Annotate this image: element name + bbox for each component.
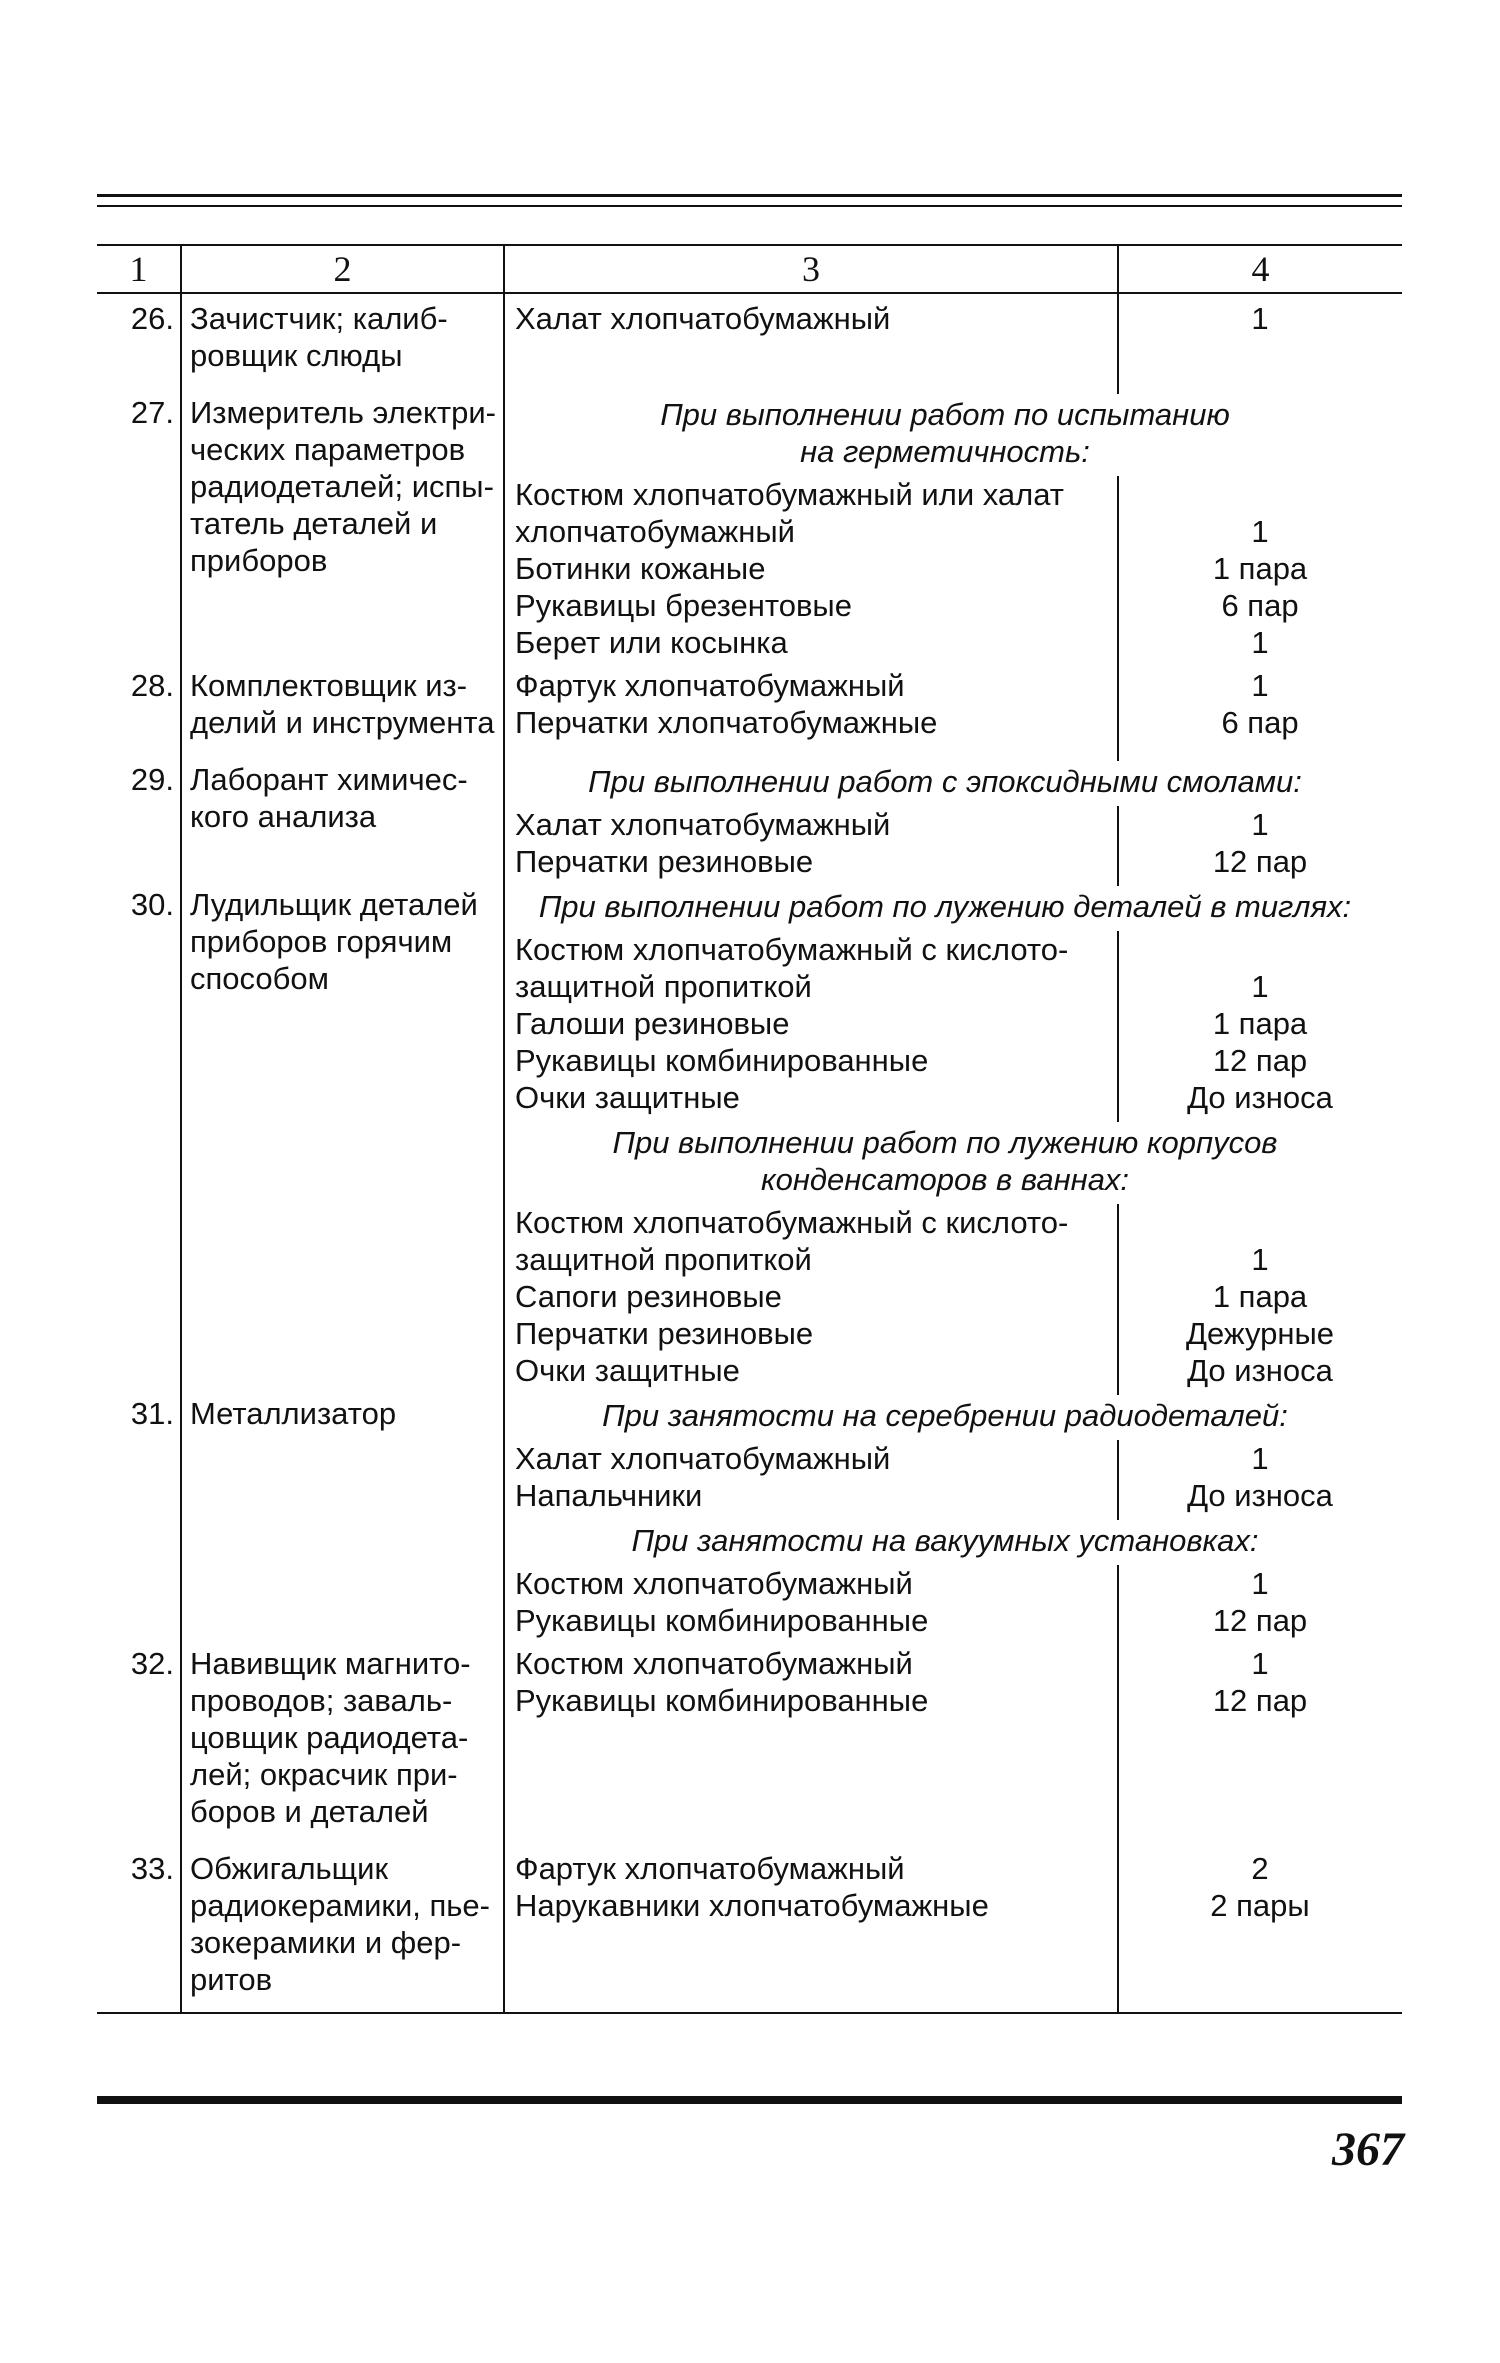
equipment-item — [515, 1477, 1405, 1514]
equipment-group — [515, 1645, 1405, 1719]
occupation-line: цовщик радиодета- — [190, 1720, 469, 1755]
equipment-item — [515, 1682, 1405, 1719]
equipment-item — [515, 476, 1405, 550]
top-rule — [97, 194, 1402, 197]
item-quantity: 1 пара — [1212, 551, 1308, 586]
work-condition: При выполнении работ по лужению корпусов конденсаторов в ваннах: — [505, 1122, 1385, 1204]
item-name: Берет или косынка — [515, 625, 788, 660]
occupation-line: Лудильщик деталей — [190, 887, 478, 922]
table-header-row — [97, 246, 1402, 293]
equipment-item — [515, 1079, 1405, 1116]
item-name: Костюм хлопчатобумажный — [515, 1646, 913, 1681]
occupation-line: делий и инструмента — [190, 705, 495, 740]
equipment-item — [515, 1645, 1405, 1682]
equipment-item — [515, 1204, 1405, 1278]
equipment-item — [515, 704, 1405, 741]
equipment-group — [515, 1395, 1405, 1514]
equipment-item — [515, 1440, 1405, 1477]
item-quantity: 2 — [1251, 1851, 1269, 1886]
equipment-group — [515, 886, 1405, 1116]
occupation-line: ритов — [190, 1962, 273, 1997]
equipment-group — [515, 667, 1405, 741]
item-quantity: 12 пар — [1212, 1043, 1308, 1078]
equipment-item — [515, 1887, 1405, 1924]
table-row — [97, 755, 1402, 880]
protective-equipment-table — [97, 246, 1402, 2012]
occupation-line: радиодеталей; испы- — [190, 469, 494, 504]
item-quantity: До износа — [1187, 1478, 1333, 1513]
equipment-item — [515, 624, 1405, 661]
item-name: Напальчники — [515, 1478, 703, 1513]
occupation-cell — [181, 880, 504, 1389]
occupation-line: Металлизатор — [190, 1396, 397, 1431]
item-name: Рукавицы комбинированные — [515, 1603, 929, 1638]
occupation-cell — [181, 1639, 504, 1844]
item-quantity: 6 пар — [1221, 705, 1299, 740]
item-name: Очки защитные — [515, 1080, 740, 1115]
column-header-1: 1 — [97, 246, 181, 293]
occupation-line: Зачистчик; калиб- — [190, 301, 448, 336]
equipment-cell — [504, 293, 1269, 388]
equipment-cell — [504, 1639, 1308, 1844]
item-name: Костюм хлопчатобумажный с кислото- защитной пропиткой — [515, 932, 1069, 1004]
equipment-item — [515, 1042, 1405, 1079]
item-quantity: 1 — [1251, 668, 1269, 703]
item-name: Перчатки хлопчатобумажные — [515, 705, 938, 740]
equipment-item — [515, 1565, 1405, 1602]
equipment-item — [515, 300, 1405, 337]
occupation-cell — [181, 755, 504, 880]
item-quantity: 1 — [1251, 301, 1269, 336]
equipment-group — [515, 300, 1405, 337]
occupation-cell — [181, 661, 504, 755]
item-quantity: 1 — [1251, 1566, 1269, 1601]
table-bottom-rule — [97, 2012, 1402, 2014]
equipment-item — [515, 1005, 1405, 1042]
item-quantity: 1 — [1251, 625, 1269, 660]
row-number: 27. — [97, 388, 181, 661]
equipment-cell — [504, 1389, 1333, 1639]
item-quantity: 12 пар — [1212, 1683, 1308, 1718]
row-number: 30. — [97, 880, 181, 1389]
item-name: Халат хлопчатобумажный — [515, 807, 891, 842]
item-name: Перчатки резиновые — [515, 844, 814, 879]
equipment-group — [515, 1122, 1405, 1389]
top-rule-thin — [97, 205, 1402, 207]
occupation-line: Навивщик магнито- — [190, 1646, 471, 1681]
occupation-line: способом — [190, 961, 329, 996]
item-name: Рукавицы комбинированные — [515, 1043, 929, 1078]
row-number: 31. — [97, 1389, 181, 1639]
work-condition: При занятости на серебрении радиодеталей: — [505, 1395, 1385, 1440]
equipment-item — [515, 1352, 1405, 1389]
occupation-line: приборов горячим — [190, 924, 453, 959]
item-name: Нарукавники хлопчатобумажные — [515, 1888, 989, 1923]
table-row — [97, 1639, 1402, 1844]
footer-thick-rule — [97, 2096, 1402, 2104]
item-name: Ботинки кожаные — [515, 551, 766, 586]
item-name: Галоши резиновые — [515, 1006, 790, 1041]
item-quantity: 1 — [1251, 969, 1269, 1004]
table-row — [97, 388, 1402, 661]
work-condition: При выполнении работ по лужению деталей в тиглях: — [505, 886, 1385, 931]
column-header-3: 3 — [504, 246, 1118, 293]
item-quantity: 1 пара — [1212, 1006, 1308, 1041]
item-quantity: 1 — [1251, 1646, 1269, 1681]
item-quantity: 1 — [1251, 1441, 1269, 1476]
row-number: 29. — [97, 755, 181, 880]
item-name: Фартук хлопчатобумажный — [515, 668, 905, 703]
row-number: 32. — [97, 1639, 181, 1844]
column-header-2: 2 — [181, 246, 504, 293]
item-name: Халат хлопчатобумажный — [515, 1441, 891, 1476]
equipment-cell — [504, 1844, 1310, 2012]
occupation-line: Обжигальщик — [190, 1851, 389, 1886]
equipment-item — [515, 587, 1405, 624]
row-number: 33. — [97, 1844, 181, 2012]
item-quantity: 1 — [1251, 514, 1269, 549]
table-row — [97, 1389, 1402, 1639]
row-number: 28. — [97, 661, 181, 755]
occupation-line: Комплектовщик из- — [190, 668, 468, 703]
occupation-cell — [181, 1389, 504, 1639]
item-quantity: 1 — [1251, 807, 1269, 842]
item-name: Сапоги резиновые — [515, 1279, 782, 1314]
occupation-line: проводов; заваль- — [190, 1683, 453, 1718]
table-row — [97, 880, 1402, 1389]
equipment-item — [515, 1602, 1405, 1639]
work-condition: При выполнении работ по испытанию на герметичность: — [505, 394, 1385, 476]
equipment-cell — [504, 880, 1352, 1389]
item-quantity: До износа — [1187, 1353, 1333, 1388]
equipment-item — [515, 931, 1405, 1005]
equipment-group — [515, 1520, 1405, 1639]
column-header-4: 4 — [1118, 246, 1402, 293]
equipment-item — [515, 1278, 1405, 1315]
occupation-line: боров и деталей — [190, 1794, 429, 1829]
occupation-line: зокерамики и фер- — [190, 1925, 462, 1960]
item-quantity: До износа — [1187, 1080, 1333, 1115]
occupation-line: ровщик слюды — [190, 338, 403, 373]
item-quantity: 12 пар — [1212, 844, 1308, 879]
occupation-line: радиокерамики, пье- — [190, 1888, 490, 1923]
equipment-item — [515, 1315, 1405, 1352]
occupation-line: татель деталей и — [190, 506, 438, 541]
item-name: Халат хлопчатобумажный — [515, 301, 891, 336]
table-row — [97, 1844, 1402, 2012]
equipment-item — [515, 806, 1405, 843]
occupation-cell — [181, 388, 504, 661]
work-condition: При выполнении работ с эпоксидными смолами: — [505, 761, 1385, 806]
item-name: Костюм хлопчатобумажный — [515, 1566, 913, 1601]
equipment-item — [515, 1850, 1405, 1887]
item-quantity: 1 — [1251, 1242, 1269, 1277]
item-quantity: Дежурные — [1185, 1316, 1334, 1351]
occupation-line: кого анализа — [190, 799, 377, 834]
equipment-item — [515, 550, 1405, 587]
equipment-cell — [504, 388, 1308, 661]
item-quantity: 1 пара — [1212, 1279, 1308, 1314]
item-name: Очки защитные — [515, 1353, 740, 1388]
item-name: Фартук хлопчатобумажный — [515, 1851, 905, 1886]
page-number: 367 — [1332, 2123, 1404, 2176]
item-name: Рукавицы комбинированные — [515, 1683, 929, 1718]
item-quantity: 2 пары — [1210, 1888, 1310, 1923]
item-name: Костюм хлопчатобумажный с кислото- защитной пропиткой — [515, 1205, 1069, 1277]
item-name: Костюм хлопчатобумажный или халат хлопчатобумажный — [515, 477, 1065, 549]
item-name: Перчатки резиновые — [515, 1316, 814, 1351]
work-condition: При занятости на вакуумных установках: — [505, 1520, 1385, 1565]
equipment-item — [515, 843, 1405, 880]
item-quantity: 12 пар — [1212, 1603, 1308, 1638]
occupation-line: лей; окрасчик при- — [190, 1757, 458, 1792]
equipment-group — [515, 394, 1405, 661]
occupation-cell — [181, 1844, 504, 2012]
equipment-cell — [504, 755, 1308, 880]
table-row — [97, 661, 1402, 755]
occupation-line: ческих параметров — [190, 432, 466, 467]
equipment-cell — [504, 661, 1299, 755]
table-row — [97, 293, 1402, 388]
equipment-item — [515, 667, 1405, 704]
equipment-group — [515, 761, 1405, 880]
row-number: 26. — [97, 293, 181, 388]
item-quantity: 6 пар — [1221, 588, 1299, 623]
occupation-line: Лаборант химичес- — [190, 762, 468, 797]
item-name: Рукавицы брезентовые — [515, 588, 852, 623]
occupation-cell — [181, 293, 504, 388]
occupation-line: приборов — [190, 543, 328, 578]
occupation-line: Измеритель электри- — [190, 395, 496, 430]
equipment-group — [515, 1850, 1405, 1924]
